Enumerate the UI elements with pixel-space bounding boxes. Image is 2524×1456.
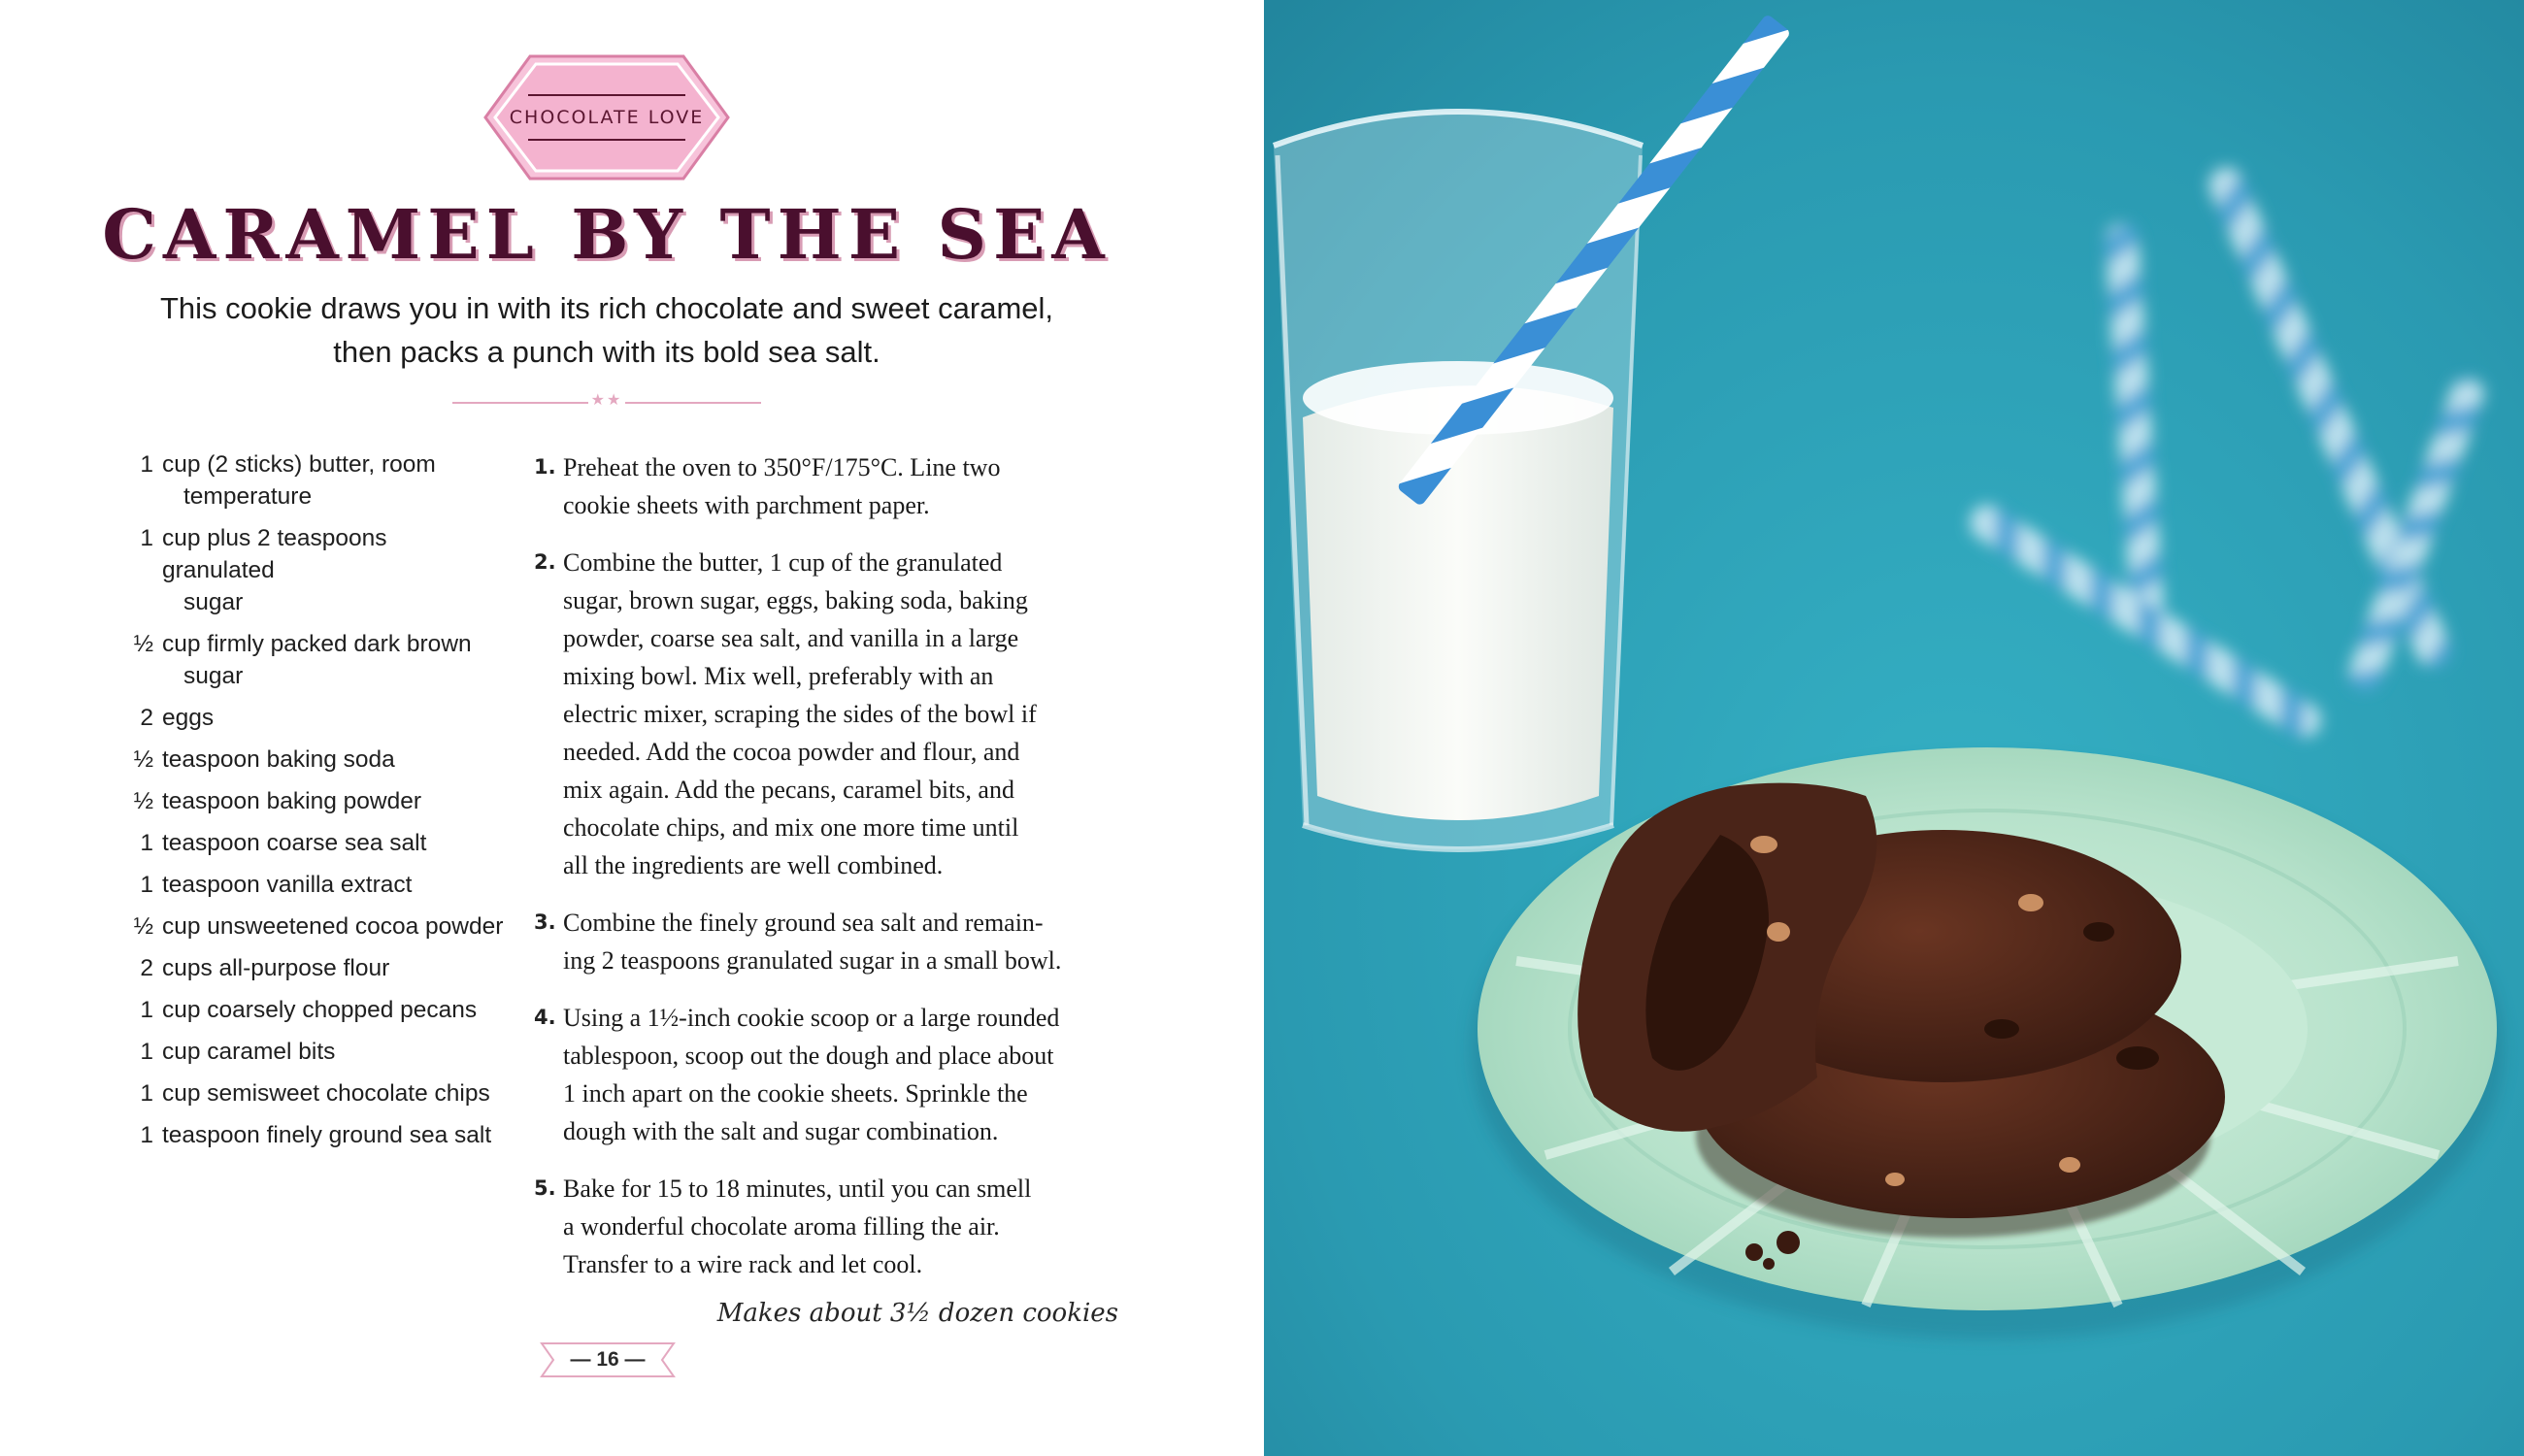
- step-number: 5.: [534, 1176, 556, 1200]
- ingredient-line: cup caramel bits: [162, 1039, 336, 1065]
- ingredient-item: [116, 1036, 505, 1068]
- step-number: 3.: [534, 910, 556, 934]
- ingredient-quantity: 1: [140, 451, 153, 478]
- subtitle-line: This cookie draws you in with its rich chocolate and sweet caramel,: [159, 291, 1054, 325]
- section-label: CHOCOLATE LOVE: [509, 107, 705, 128]
- ingredient-line: cup firmly packed dark brown: [162, 631, 472, 657]
- step-text: [563, 1170, 1126, 1283]
- divider-line: [625, 402, 761, 404]
- ingredient-line: cup (2 sticks) butter, room: [162, 451, 436, 478]
- page-number: — 16 —: [570, 1348, 646, 1371]
- step-line: needed. Add the cocoa powder and flour, and: [563, 738, 1020, 766]
- ingredient-quantity: 1: [140, 872, 153, 898]
- step-line: Combine the butter, 1 cup of the granulated: [563, 548, 1003, 577]
- ingredient-line: teaspoon finely ground sea salt: [162, 1122, 492, 1148]
- ingredient-text: [162, 1119, 505, 1151]
- step-line: ing 2 teaspoons granulated sugar in a small bowl.: [563, 946, 1062, 975]
- step-line: tablespoon, scoop out the dough and place about: [563, 1042, 1054, 1070]
- ingredient-quantity: ½: [133, 913, 153, 940]
- ingredient-text: [162, 994, 505, 1026]
- ingredient-text: [162, 448, 505, 513]
- ingredient-item: [116, 1077, 505, 1109]
- ingredient-text: [162, 952, 505, 984]
- ingredient-text: [162, 702, 505, 734]
- step-line: Using a 1½-inch cookie scoop or a large rounded: [563, 1004, 1060, 1032]
- milk-glass: [1274, 112, 1643, 849]
- ingredient-text: [162, 785, 505, 817]
- method-step: [534, 999, 1126, 1150]
- ingredient-item: [116, 628, 505, 692]
- ingredient-item: [116, 1119, 505, 1151]
- ingredient-line: sugar: [183, 663, 244, 689]
- ingredient-item: [116, 869, 505, 901]
- step-number: 4.: [534, 1006, 556, 1029]
- ingredient-line: cup plus 2 teaspoons granulated: [162, 525, 387, 583]
- ingredient-quantity: 1: [140, 525, 153, 551]
- ingredient-item: [116, 827, 505, 859]
- ingredient-item: [116, 744, 505, 776]
- ingredient-quantity: ½: [133, 631, 153, 657]
- ingredient-line: teaspoon baking powder: [162, 788, 421, 814]
- ingredient-quantity: ½: [133, 788, 153, 814]
- step-line: mixing bowl. Mix well, preferably with an: [563, 662, 994, 690]
- recipe-subtitle: [146, 286, 1068, 374]
- ingredient-line: teaspoon baking soda: [162, 746, 395, 773]
- ingredient-text: [162, 522, 505, 618]
- ingredient-item: [116, 785, 505, 817]
- page-number-badge: [540, 1340, 676, 1380]
- ingredient-quantity: 1: [140, 1080, 153, 1107]
- ingredient-text: [162, 910, 505, 943]
- ingredient-text: [162, 1077, 505, 1109]
- step-line: dough with the salt and sugar combination.: [563, 1117, 999, 1145]
- ornament-divider: [452, 393, 761, 413]
- ingredient-item: [116, 910, 505, 943]
- ingredient-text: [162, 1036, 505, 1068]
- ingredient-line: teaspoon coarse sea salt: [162, 830, 427, 856]
- divider-line: [452, 402, 588, 404]
- ingredient-item: [116, 994, 505, 1026]
- step-line: mix again. Add the pecans, caramel bits, and: [563, 776, 1014, 804]
- method-steps: [534, 448, 1126, 1303]
- step-line: Preheat the oven to 350°F/175°C. Line two: [563, 453, 1001, 481]
- step-line: a wonderful chocolate aroma filling the air.: [563, 1212, 1000, 1241]
- ingredient-item: [116, 702, 505, 734]
- ingredient-text: [162, 869, 505, 901]
- step-line: powder, coarse sea salt, and vanilla in a large: [563, 624, 1019, 652]
- ingredient-quantity: 1: [140, 1122, 153, 1148]
- step-text: [563, 904, 1126, 979]
- step-text: [563, 544, 1126, 884]
- ingredient-line: eggs: [162, 705, 215, 731]
- ingredient-line: teaspoon vanilla extract: [162, 872, 413, 898]
- step-number: 1.: [534, 455, 556, 479]
- ingredient-text: [162, 827, 505, 859]
- ingredient-line: cup semisweet chocolate chips: [162, 1080, 490, 1107]
- star-ornament-icon: ★★: [590, 392, 623, 409]
- recipe-photo: [1264, 0, 2524, 1456]
- recipe-yield: Makes about 3½ dozen cookies: [716, 1299, 1118, 1328]
- step-text: [563, 999, 1126, 1150]
- ingredient-text: [162, 744, 505, 776]
- step-line: Bake for 15 to 18 minutes, until you can smell: [563, 1175, 1032, 1203]
- ingredient-line: cup coarsely chopped pecans: [162, 997, 478, 1023]
- ingredient-quantity: 2: [140, 955, 153, 981]
- ingredient-item: [116, 952, 505, 984]
- step-line: chocolate chips, and mix one more time until: [563, 813, 1019, 842]
- method-step: [534, 448, 1126, 524]
- step-number: 2.: [534, 550, 556, 574]
- method-step: [534, 544, 1126, 884]
- ingredient-item: [116, 448, 505, 513]
- ingredient-quantity: 2: [140, 705, 153, 731]
- step-line: Transfer to a wire rack and let cool.: [563, 1250, 923, 1278]
- ingredient-list: [116, 448, 505, 1161]
- recipe-title: CARAMEL BY THE SEA: [102, 194, 1112, 275]
- step-line: cookie sheets with parchment paper.: [563, 491, 930, 519]
- method-step: [534, 1170, 1126, 1283]
- ingredient-quantity: 1: [140, 830, 153, 856]
- ingredient-line: cup unsweetened cocoa powder: [162, 913, 504, 940]
- step-line: 1 inch apart on the cookie sheets. Sprinkle the: [563, 1079, 1028, 1108]
- ingredient-line: cups all-purpose flour: [162, 955, 390, 981]
- ingredient-line: temperature: [183, 483, 313, 510]
- ingredient-quantity: 1: [140, 997, 153, 1023]
- ingredient-quantity: ½: [133, 746, 153, 773]
- step-line: Combine the finely ground sea salt and remain-: [563, 909, 1044, 937]
- step-line: electric mixer, scraping the sides of the bowl if: [563, 700, 1037, 728]
- ingredient-item: [116, 522, 505, 618]
- step-line: all the ingredients are well combined.: [563, 851, 944, 879]
- cookies-and-milk-photo: [1264, 0, 2524, 1456]
- method-step: [534, 904, 1126, 979]
- step-line: sugar, brown sugar, eggs, baking soda, baking: [563, 586, 1028, 614]
- step-text: [563, 448, 1126, 524]
- subtitle-line: then packs a punch with its bold sea salt.: [333, 335, 880, 369]
- ingredient-text: [162, 628, 505, 692]
- ingredient-quantity: 1: [140, 1039, 153, 1065]
- section-label-badge: [482, 52, 732, 182]
- ingredient-line: sugar: [183, 589, 244, 615]
